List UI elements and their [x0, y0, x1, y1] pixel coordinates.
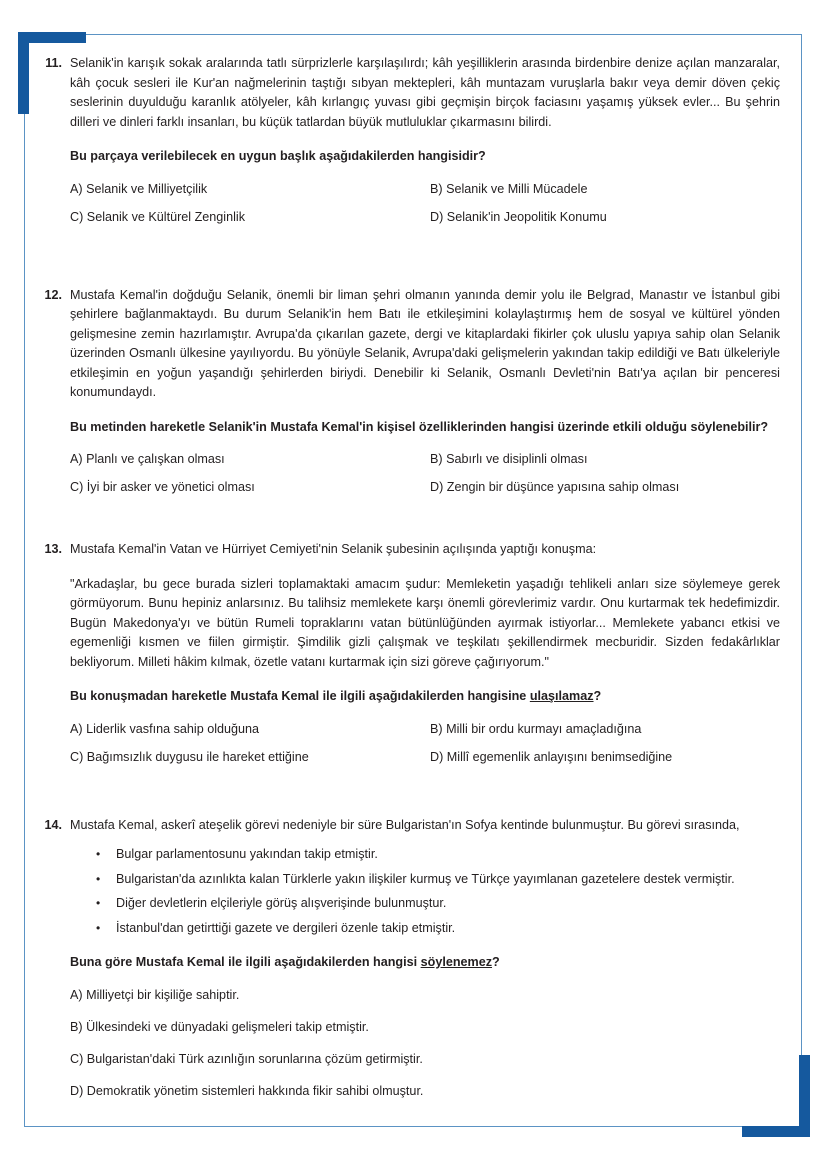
corner-accent-bottom-right-horizontal: [742, 1126, 810, 1137]
list-item: • Diğer devletlerin elçileriyle görüş alışverişinde bulunmuştur.: [70, 894, 780, 914]
question-12-option-c[interactable]: C) İyi bir asker ve yönetici olması: [70, 480, 255, 494]
question-13-prompt-text: Bu konuşmadan hareketle Mustafa Kemal ile ilgili aşağıdakilerden hangisine: [70, 689, 530, 703]
question-14-bullet-list: [70, 845, 780, 938]
question-12-options: [70, 450, 780, 496]
question-12-option-a[interactable]: A) Planlı ve çalışkan olması: [70, 452, 225, 466]
question-14-prompt-emphasis: söylenemez: [420, 955, 493, 969]
question-11-body: [70, 54, 780, 226]
question-11-option-c[interactable]: C) Selanik ve Kültürel Zenginlik: [70, 209, 245, 224]
question-13: [36, 540, 780, 766]
question-14-body: [70, 816, 780, 1100]
question-11-options: [70, 180, 780, 226]
question-12-option-d[interactable]: D) Zengin bir düşünce yapısına sahip olması: [430, 480, 680, 494]
question-13-prompt-emphasis: ulaşılamaz: [529, 689, 594, 703]
question-14-option-c[interactable]: C) Bulgaristan'daki Türk azınlığın sorunlarına çözüm getirmiştir.: [70, 1051, 423, 1066]
question-13-head: [36, 540, 780, 766]
question-14-prompt: [70, 953, 780, 973]
question-12-prompt: [70, 418, 780, 438]
question-11-option-a[interactable]: A) Selanik ve Milliyetçilik: [70, 181, 208, 196]
question-13-quote: "Arkadaşlar, bu gece burada sizleri toplamaktaki amacım şudur: Memleketin yaşadığı tehlikeli anları size söylemeye gerek görmüyorum. Bunu hepiniz anlarsınız. Bu talihsiz memlekete karşı önemli görevlerimiz vardır. Onu kurtarmak tek hedefimizdir. Bugün Makedonya'yı ve bütün Rumeli topraklarını vatan bütünlüğünden ayırmak istiyorlar... Memlekete yabancı etkisi ve egemenliği kısmen ve fiilen girmiştir. Şimdilik gizli çalışmak ve teşkilatı şekillendirmek mecburidir. Sizden fedakârlıklar bekliyorum. Milleti hâkim kılmak, özetle vatanı kurtarmak için sizi göreve çağırıyorum.": [70, 576, 780, 669]
question-14-head: [36, 816, 780, 1100]
question-13-option-c[interactable]: C) Bağımsızlık duygusu ile hareket ettiğine: [70, 749, 309, 764]
question-14-options: [70, 986, 780, 1100]
question-13-number: 13.: [44, 542, 62, 556]
question-14-option-b[interactable]: B) Ülkesindeki ve dünyadaki gelişmeleri takip etmiştir.: [70, 1019, 369, 1034]
question-14: [36, 816, 780, 1100]
question-sheet: [24, 34, 804, 1127]
question-12-passage: Mustafa Kemal'in doğduğu Selanik, önemli bir liman şehri olmanın yanında demir yolu ile Belgrad, Manastır ve İstanbul gibi şehirlere bağlanmaktaydı. Bu durum Selanik'in hem Batı ile etkileşimini kolaylaştırmış hem de sosyal ve kültürel yönden gelişmesine zemin hazırlamıştır. Avrupa'da çıkarılan gazete, dergi ve kitaplardaki fikirler çok uluslu yapıya sahip olan Selanik üzerinden Osmanlı ülkesine yayılıyordu. Bu yönüyle Selanik, Avrupa'daki gelişmelerin yakından takip edildiği ve Batı ülkeleriyle etkileşimin en yoğun yaşandığı şehirlerden biriydi. Denebilir ki Selanik, Osmanlı Devleti'nin Batı'ya açılan bir penceresi konumundaydı.: [70, 287, 780, 399]
question-11-prompt-text: Bu parçaya verilebilecek en uygun başlık aşağıdakilerden hangisidir?: [70, 149, 486, 163]
spacer-after-question-12: [36, 496, 780, 540]
question-14-passage: Mustafa Kemal, askerî ateşelik görevi nedeniyle bir süre Bulgaristan'ın Sofya kentinde bulunmuştur. Bu görevi sırasında,: [70, 817, 740, 832]
question-11-prompt: [70, 147, 780, 167]
spacer-after-question-11: [36, 226, 780, 286]
question-14-option-d[interactable]: D) Demokratik yönetim sistemleri hakkında fikir sahibi olmuştur.: [70, 1083, 424, 1098]
list-item: • İstanbul'dan getirttiği gazete ve dergileri özenle takip etmiştir.: [70, 919, 780, 939]
question-13-prompt: [70, 687, 780, 707]
question-13-option-b[interactable]: B) Milli bir ordu kurmayı amaçladığına: [430, 721, 642, 736]
question-12-prompt-text: Bu metinden hareketle Selanik'in Mustafa Kemal'in kişisel özelliklerinden hangisi üzerinde etkili olduğu söylenebilir?: [70, 419, 769, 434]
question-13-prompt-tail: ?: [593, 689, 602, 703]
question-11-passage: Selanik'in karışık sokak aralarında tatlı sürprizlerle karşılaşılırdı; kâh yeşilliklerin arasında birdenbire denize açılan manzaralar, kâh çocuk sesleri ile Kur'an nağmelerinin taştığı sıbyan mektepleri, kâh muntazam vuruşlarla bakır veya demir döven çekiç seslerinin duyulduğu karanlık atölyeler, kâh kırlangıç yuvası gibi geçmişin birçok faciasını yaşamış yüksek evler... Bu şehrin dilleri ve dinleri farklı insanları, bu küçük tatlardan büyük mutluluklar çıkarmasını bilirdi.: [70, 56, 780, 129]
question-13-body: [70, 540, 780, 766]
question-11-option-b[interactable]: B) Selanik ve Milli Mücadele: [430, 181, 588, 196]
question-14-prompt-text: Buna göre Mustafa Kemal ile ilgili aşağıdakilerden hangisi: [70, 955, 421, 969]
list-item: • Bulgaristan'da azınlıkta kalan Türklerle yakın ilişkiler kurmuş ve Türkçe yayımlanan gazetelere destek vermiştir.: [70, 870, 780, 890]
question-12-number: 12.: [44, 287, 62, 302]
question-14-number: 14.: [44, 817, 62, 832]
question-11-head: [36, 54, 780, 226]
question-14-prompt-tail: ?: [492, 955, 500, 969]
question-11: [36, 54, 780, 226]
spacer-after-question-13: [36, 766, 780, 816]
question-13-option-a[interactable]: A) Liderlik vasfına sahip olduğuna: [70, 721, 260, 736]
list-item: • Bulgar parlamentosunu yakından takip etmiştir.: [70, 845, 780, 865]
question-12-option-b[interactable]: B) Sabırlı ve disiplinli olması: [430, 452, 588, 466]
question-12: [36, 286, 780, 497]
question-12-head: [36, 286, 780, 497]
question-11-number: 11.: [45, 56, 62, 70]
question-13-option-d[interactable]: D) Millî egemenlik anlayışını benimsediğine: [430, 749, 673, 764]
question-11-option-d[interactable]: D) Selanik'in Jeopolitik Konumu: [430, 209, 607, 224]
question-13-intro: Mustafa Kemal'in Vatan ve Hürriyet Cemiyeti'nin Selanik şubesinin açılışında yaptığı konuşma:: [70, 542, 597, 556]
question-14-option-a[interactable]: A) Milliyetçi bir kişiliğe sahiptir.: [70, 987, 240, 1002]
question-13-options: [70, 720, 780, 766]
question-12-body: [70, 286, 780, 497]
